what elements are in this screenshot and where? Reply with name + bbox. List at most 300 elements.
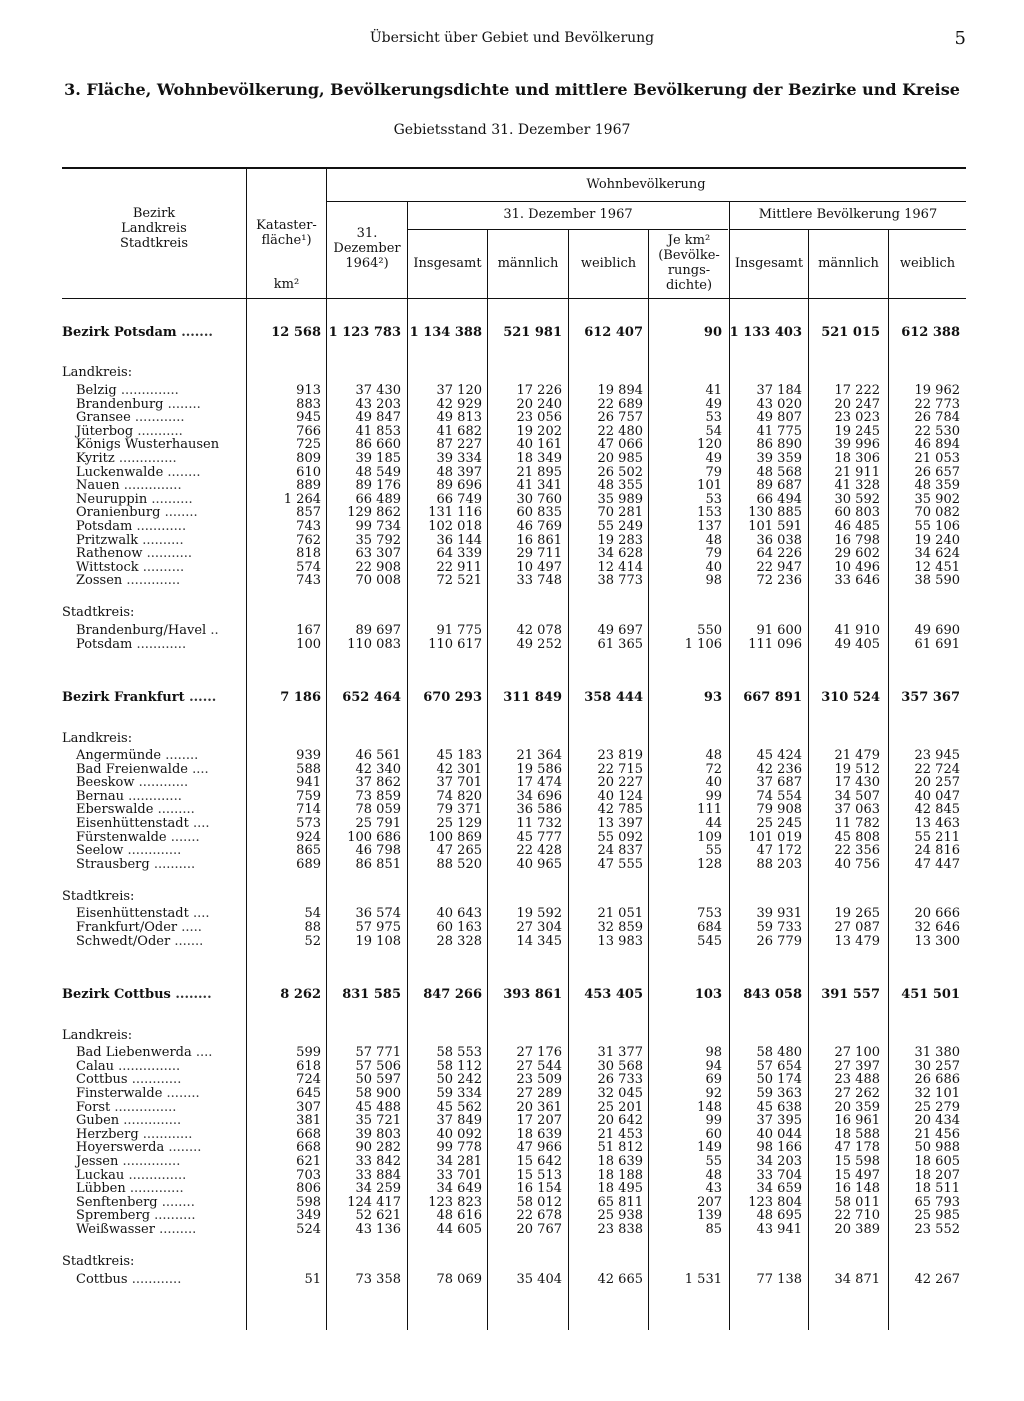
row-name [62,1128,246,1142]
cell-kataster: 924 [296,830,321,845]
cell-mittel-insgesamt: 45 638 [756,1100,802,1115]
cell-maennlich: 36 586 [516,803,562,818]
cell-dichte: 43 [705,1182,722,1196]
cell-maennlich: 29 711 [516,547,562,561]
cell-insgesamt: 60 163 [436,921,482,935]
cell-mittel-weiblich: 32 646 [914,921,960,935]
cell-maennlich: 11 732 [516,817,562,831]
cell-mittel-insgesamt: 34 203 [756,1154,802,1169]
bezirk-row [62,980,966,1010]
bezirk-row [62,683,966,713]
cell-maennlich: 27 289 [516,1087,562,1101]
cell-weiblich: 65 811 [597,1195,643,1210]
row-name-text: Guben [76,1114,120,1128]
cell-mittel-weiblich: 20 257 [914,776,960,790]
table-row [62,520,966,534]
cell-mittel-insgesamt: 88 203 [756,857,802,872]
cell-dichte: 103 [694,987,722,1003]
leader-dots: ....... [181,325,213,341]
header-kataster-l2: fläche¹) [261,233,312,248]
cell-insgesamt: 34 649 [436,1182,482,1196]
group-label: Landkreis: [62,365,133,381]
cell-mittel-maennlich: 29 602 [834,547,880,561]
cell-kataster: 349 [296,1209,321,1223]
cell-kataster: 857 [296,506,321,520]
cell-dichte: 40 [705,560,722,575]
cell-dez1964: 78 059 [355,803,401,818]
cell-mittel-insgesamt: 33 704 [756,1168,802,1183]
cell-mittel-maennlich: 49 405 [834,637,880,652]
cell-maennlich: 27 544 [516,1059,562,1074]
cell-dez1964: 36 574 [355,907,401,922]
cell-insgesamt: 847 266 [423,987,482,1003]
cell-mittel-weiblich: 55 211 [914,830,960,845]
running-head: Übersicht über Gebiet und Bevölkerung [369,30,655,46]
cell-dez1964: 73 358 [355,1272,401,1287]
cell-mittel-insgesamt: 86 890 [756,438,802,452]
table-body [62,318,966,1286]
table-row [62,803,966,817]
spacer-row [62,651,966,683]
cell-kataster: 599 [296,1046,321,1060]
cell-mittel-insgesamt: 40 044 [756,1127,802,1142]
row-name-text: Seelow [76,844,124,858]
row-name-text: Luckau [76,1168,125,1183]
cell-mittel-maennlich: 27 100 [834,1046,880,1060]
row-name-text: Rathenow [76,547,143,561]
cell-mittel-maennlich: 37 063 [834,803,880,818]
header-mittlere-maennlich: männlich [818,256,879,271]
cell-dez1964: 35 721 [355,1114,401,1128]
cell-maennlich: 42 078 [516,623,562,638]
cell-kataster: 806 [296,1182,321,1196]
cell-weiblich: 20 642 [597,1114,643,1128]
cell-kataster: 574 [296,560,321,575]
cell-insgesamt: 100 869 [428,830,482,845]
cell-kataster: 645 [296,1087,321,1101]
cell-mittel-weiblich: 55 106 [914,519,960,534]
table-row [62,907,966,921]
cell-insgesamt: 25 129 [436,817,482,831]
row-name [62,1196,246,1210]
cell-dichte: 109 [697,830,722,845]
cell-dez1964: 37 430 [355,384,401,398]
table-row [62,1223,966,1237]
cell-mittel-maennlich: 22 356 [834,844,880,858]
row-name [62,831,246,845]
cell-maennlich: 27 176 [516,1046,562,1060]
table-row [62,384,966,398]
header-bezirk [62,206,246,251]
cell-mittel-weiblich: 65 793 [914,1195,960,1210]
cell-dez1964: 33 842 [355,1154,401,1169]
cell-kataster: 743 [296,574,321,588]
cell-weiblich: 32 045 [597,1087,643,1101]
cell-mittel-weiblich: 451 501 [901,987,960,1003]
table-row [62,858,966,872]
table-row [62,831,966,845]
leader-dots: ........ [165,749,199,763]
cell-maennlich: 22 428 [516,844,562,858]
cell-kataster: 668 [296,1141,321,1155]
cell-weiblich: 24 837 [597,844,643,858]
cell-maennlich: 16 154 [516,1182,562,1196]
cell-weiblich: 18 639 [597,1154,643,1169]
cell-dichte: 1 531 [684,1272,722,1287]
table-row [62,776,966,790]
leader-dots: .......... [151,492,193,507]
row-name-text: Gransee [76,411,131,425]
cell-kataster: 809 [296,451,321,466]
cell-maennlich: 47 966 [516,1141,562,1155]
cell-mittel-maennlich: 13 479 [834,934,880,949]
cell-dez1964: 46 798 [355,844,401,858]
cell-mittel-insgesamt: 49 807 [756,411,802,425]
cell-maennlich: 49 252 [516,637,562,652]
cell-dez1964: 45 488 [355,1100,401,1115]
cell-weiblich: 47 066 [597,438,643,452]
leader-dots: ............. [128,789,182,804]
cell-dez1964: 73 859 [355,789,401,804]
cell-mittel-insgesamt: 79 908 [756,803,802,818]
cell-maennlich: 16 861 [516,533,562,548]
cell-mittel-maennlich: 47 178 [834,1141,880,1155]
header-bezirk-l2: Landkreis [121,221,187,236]
mittlere-underline [730,229,966,230]
cell-insgesamt: 66 749 [436,492,482,507]
cell-dichte: 54 [705,424,722,439]
cell-mittel-insgesamt: 25 245 [756,817,802,831]
table-row [62,749,966,763]
cell-dichte: 72 [705,762,722,777]
table-row [62,1209,966,1223]
cell-dichte: 94 [705,1059,722,1074]
cell-insgesamt: 37 849 [436,1114,482,1128]
leader-dots: ............... [118,1059,181,1074]
cell-insgesamt: 74 820 [436,789,482,804]
table-row [62,1073,966,1087]
leader-dots: .......... [154,1209,196,1223]
table-title: 3. Fläche, Wohnbevölkerung, Bevölkerungsdichte und mittlere Bevölkerung der Bezirke und Kreise [64,80,960,99]
row-name-text: Senftenberg [76,1195,158,1210]
cell-insgesamt: 40 092 [436,1127,482,1142]
leader-dots: .. [210,623,219,638]
row-name-text: Cottbus [76,1272,128,1287]
cell-maennlich: 15 642 [516,1154,562,1169]
cell-dez1964: 129 862 [347,506,401,520]
row-name [62,1087,246,1101]
row-name [62,907,246,921]
row-name-text: Weißwasser [76,1222,155,1237]
cell-mittel-insgesamt: 41 775 [756,424,802,439]
cell-dez1964: 22 908 [355,560,401,575]
cell-kataster: 8 262 [280,987,321,1003]
cell-dez1964: 49 847 [355,411,401,425]
cell-insgesamt: 48 397 [436,465,482,480]
cell-mittel-insgesamt: 101 019 [748,830,802,845]
cell-dez1964: 39 185 [355,451,401,466]
cell-weiblich: 23 838 [597,1222,643,1237]
row-name-text: Fürstenwalde [76,830,167,845]
cell-dez1964: 41 853 [355,424,401,439]
cell-dichte: 48 [705,1168,722,1183]
cell-weiblich: 51 812 [597,1141,643,1155]
cell-maennlich: 58 012 [516,1195,562,1210]
cell-dichte: 550 [697,623,722,638]
row-name [62,438,246,452]
cell-maennlich: 17 207 [516,1114,562,1128]
cell-dez1964: 48 549 [355,465,401,480]
cell-mittel-maennlich: 15 598 [834,1154,880,1169]
leader-dots: .............. [123,479,182,493]
cell-dez1964: 86 851 [355,857,401,872]
header-jekm2-l2: (Bevölke- [658,248,720,263]
cell-maennlich: 35 404 [516,1272,562,1287]
cell-mittel-maennlich: 27 087 [834,921,880,935]
row-name-text: Oranienburg [76,506,161,520]
leader-dots: ............ [131,1073,182,1087]
cell-maennlich: 311 849 [503,690,562,706]
cell-mittel-insgesamt: 91 600 [756,623,802,638]
cell-mittel-insgesamt: 22 947 [756,560,802,575]
group-label-row [62,588,966,624]
cell-mittel-insgesamt: 47 172 [756,844,802,858]
table-row [62,921,966,935]
row-name [62,817,246,831]
cell-mittel-maennlich: 21 479 [834,749,880,763]
cell-maennlich: 15 513 [516,1168,562,1183]
row-name-text: Spremberg [76,1209,151,1223]
cell-insgesamt: 41 682 [436,424,482,439]
cell-insgesamt: 91 775 [436,623,482,638]
cell-insgesamt: 44 605 [436,1222,482,1237]
cell-mittel-insgesamt: 36 038 [756,533,802,548]
cell-weiblich: 61 365 [597,637,643,652]
cell-insgesamt: 28 328 [436,934,482,949]
header-bezirk-l1: Bezirk [132,206,176,221]
row-name [62,547,246,561]
cell-kataster: 100 [296,637,321,652]
cell-dichte: 79 [705,465,722,480]
cell-kataster: 818 [296,547,321,561]
header-jekm2-l4: dichte) [665,278,713,293]
row-name-text: Potsdam [76,637,133,652]
group-label: Stadtkreis: [62,605,135,621]
table-row [62,935,966,949]
cell-insgesamt: 87 227 [436,438,482,452]
cell-weiblich: 23 819 [597,749,643,763]
cell-mittel-maennlich: 23 488 [834,1073,880,1087]
page-number: 5 [954,28,966,49]
cell-mittel-maennlich: 19 265 [834,907,880,922]
leader-dots: ............ [136,637,187,652]
table-row [62,534,966,548]
cell-mittel-weiblich: 31 380 [914,1046,960,1060]
row-name-text: Angermünde [76,749,162,763]
header-dez1964-l1: 31. [356,226,378,241]
cell-dez1964: 99 734 [355,519,401,534]
row-name [62,844,246,858]
cell-dez1964: 57 506 [355,1059,401,1074]
cell-mittel-maennlich: 18 306 [834,451,880,466]
leader-dots: ....... [170,830,200,845]
cell-mittel-insgesamt: 34 659 [756,1182,802,1196]
cell-kataster: 598 [296,1195,321,1210]
cell-mittel-insgesamt: 39 359 [756,451,802,466]
row-name [62,452,246,466]
table-row [62,466,966,480]
cell-mittel-insgesamt: 667 891 [743,690,802,706]
cell-mittel-weiblich: 18 511 [914,1182,960,1196]
leader-dots: .............. [120,384,179,398]
cell-dichte: 101 [697,479,722,493]
cell-weiblich: 18 495 [597,1182,643,1196]
cell-mittel-insgesamt: 39 931 [756,907,802,922]
cell-insgesamt: 131 116 [428,506,482,520]
cell-mittel-weiblich: 26 686 [914,1073,960,1087]
cell-weiblich: 453 405 [584,987,643,1003]
cell-mittel-weiblich: 22 530 [914,424,960,439]
cell-mittel-weiblich: 26 657 [914,465,960,480]
cell-mittel-weiblich: 50 988 [914,1141,960,1155]
group-label: Landkreis: [62,1027,133,1043]
cell-maennlich: 40 965 [516,857,562,872]
cell-maennlich: 18 639 [516,1127,562,1142]
cell-dichte: 153 [697,506,722,520]
table-row [62,547,966,561]
row-name [62,1169,246,1183]
table-row [62,1182,966,1196]
row-name-text: Pritzwalk [76,533,139,548]
cell-mittel-weiblich: 20 666 [914,907,960,922]
row-name [62,763,246,777]
cell-mittel-maennlich: 17 430 [834,776,880,790]
cell-kataster: 307 [296,1100,321,1115]
cell-kataster: 573 [296,817,321,831]
cell-insgesamt: 42 929 [436,397,482,412]
cell-mittel-insgesamt: 37 687 [756,776,802,790]
cell-dez1964: 89 697 [355,623,401,638]
cell-mittel-weiblich: 48 359 [914,479,960,493]
cell-dez1964: 43 136 [355,1222,401,1237]
cell-weiblich: 26 502 [597,465,643,480]
cell-weiblich: 26 757 [597,411,643,425]
row-name [62,479,246,493]
row-name-text: Eberswalde [76,803,154,818]
cell-mittel-maennlich: 310 524 [821,690,880,706]
cell-insgesamt: 39 334 [436,451,482,466]
row-name-text: Brandenburg [76,397,164,412]
row-name [62,520,246,534]
leader-dots: .......... [153,857,196,872]
cell-weiblich: 26 733 [597,1073,643,1087]
cell-insgesamt: 64 339 [436,547,482,561]
cell-mittel-maennlich: 20 247 [834,397,880,412]
cell-kataster: 51 [304,1272,321,1287]
row-name-text: Bernau [76,789,124,804]
cell-mittel-weiblich: 25 985 [914,1209,960,1223]
header-mittlere-weiblich: weiblich [899,256,956,271]
row-name-text: Hoyerswerda [76,1141,165,1155]
cell-dichte: 55 [705,1154,722,1169]
cell-mittel-weiblich: 13 300 [914,934,960,949]
cell-mittel-maennlich: 33 646 [834,574,880,588]
cell-weiblich: 38 773 [597,574,643,588]
cell-dichte: 207 [697,1195,722,1210]
cell-dichte: 139 [697,1209,722,1223]
cell-kataster: 689 [296,857,321,872]
cell-mittel-maennlich: 19 245 [834,424,880,439]
row-name [62,506,246,520]
table-row [62,1046,966,1060]
group-label: Landkreis: [62,730,133,746]
table-row [62,624,966,638]
cell-mittel-maennlich: 45 808 [834,830,880,845]
cell-mittel-weiblich: 49 690 [914,623,960,638]
leader-dots: ......... [157,803,195,818]
cell-dez1964: 57 771 [355,1046,401,1060]
cell-kataster: 762 [296,533,321,548]
cell-mittel-insgesamt: 130 885 [748,506,802,520]
cell-mittel-maennlich: 11 782 [834,817,880,831]
row-name [62,1273,246,1287]
cell-dichte: 53 [705,411,722,425]
header-dez1967: 31. Dezember 1967 [503,207,633,222]
row-name [62,638,246,652]
leader-dots: ........... [137,424,183,439]
cell-mittel-maennlich: 391 557 [821,987,880,1003]
cell-insgesamt: 50 242 [436,1073,482,1087]
table-row [62,398,966,412]
cell-mittel-maennlich: 27 262 [834,1087,880,1101]
cell-kataster: 945 [296,411,321,425]
cell-kataster: 725 [296,438,321,452]
cell-maennlich: 18 349 [516,451,562,466]
row-name [62,683,246,713]
cell-weiblich: 35 989 [597,492,643,507]
row-name [62,1155,246,1169]
cell-kataster: 7 186 [280,690,321,706]
cell-mittel-maennlich: 521 015 [821,325,880,341]
cell-insgesamt: 47 265 [436,844,482,858]
cell-kataster: 52 [304,934,321,949]
cell-dez1964: 1 123 783 [328,325,401,341]
cell-dichte: 99 [705,789,722,804]
cell-dez1964: 34 259 [355,1182,401,1196]
cell-insgesamt: 42 301 [436,762,482,777]
cell-mittel-weiblich: 25 279 [914,1100,960,1115]
cell-dichte: 753 [697,907,722,922]
table-row [62,790,966,804]
spacer-cell [62,948,886,980]
cell-dez1964: 100 686 [347,830,401,845]
cell-dichte: 48 [705,533,722,548]
cell-kataster: 941 [296,776,321,790]
cell-mittel-insgesamt: 43 020 [756,397,802,412]
row-name [62,574,246,588]
row-name-text: Eisenhüttenstadt [76,817,189,831]
table-row [62,479,966,493]
leader-dots: ........ [175,987,212,1003]
cell-dez1964: 19 108 [355,934,401,949]
cell-mittel-maennlich: 40 756 [834,857,880,872]
cell-insgesamt: 36 144 [436,533,482,548]
cell-dichte: 44 [705,817,722,831]
cell-weiblich: 55 249 [597,519,643,534]
row-name [62,384,246,398]
cell-dichte: 98 [705,1046,722,1060]
row-name-text: Bezirk Potsdam [62,325,177,341]
